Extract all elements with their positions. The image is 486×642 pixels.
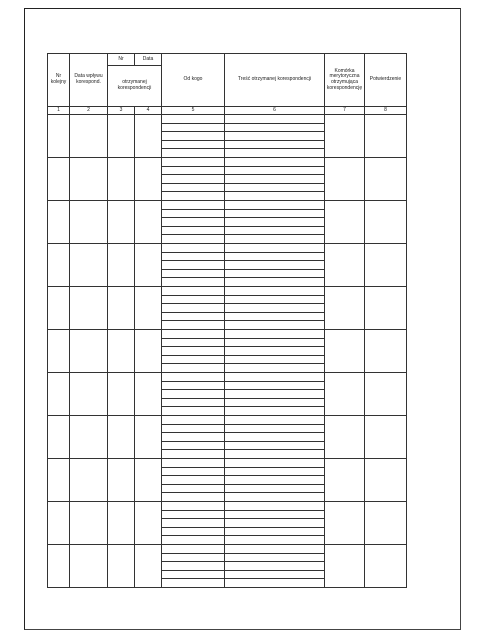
entry-cell[interactable] [48, 158, 70, 201]
ruled-lines [162, 287, 224, 329]
entry-cell[interactable] [108, 115, 135, 158]
entry-cell[interactable] [70, 115, 108, 158]
writing-line [225, 407, 324, 415]
writing-line [162, 502, 224, 511]
writing-line [162, 399, 224, 408]
entry-cell[interactable] [108, 158, 135, 201]
header-otrzymanej: otrzymanej korespondencji [108, 66, 162, 107]
writing-line [225, 184, 324, 193]
writing-line [225, 571, 324, 580]
table-row [48, 502, 407, 545]
writing-line [225, 244, 324, 253]
entry-cell[interactable] [70, 244, 108, 287]
table-row [48, 373, 407, 416]
writing-line [225, 519, 324, 528]
entry-cell[interactable] [135, 201, 162, 244]
entry-cell[interactable] [365, 459, 407, 502]
od-kogo-cell[interactable] [162, 330, 225, 373]
writing-line [225, 450, 324, 458]
writing-line [225, 536, 324, 544]
entry-cell[interactable] [365, 416, 407, 459]
ruled-lines [225, 373, 324, 415]
writing-line [162, 278, 224, 286]
entry-cell[interactable] [325, 201, 365, 244]
ruled-lines [225, 244, 324, 286]
ruled-lines [162, 545, 224, 587]
tresc-cell[interactable] [225, 115, 325, 158]
header-data: Data [135, 54, 162, 66]
entry-cell[interactable] [325, 459, 365, 502]
writing-line [225, 511, 324, 520]
writing-line [162, 579, 224, 587]
entry-cell[interactable] [365, 502, 407, 545]
entry-cell[interactable] [48, 373, 70, 416]
writing-line [162, 347, 224, 356]
writing-line [162, 339, 224, 348]
tresc-cell[interactable] [225, 330, 325, 373]
entry-cell[interactable] [325, 115, 365, 158]
writing-line [162, 201, 224, 210]
writing-line [225, 124, 324, 133]
table-row [48, 416, 407, 459]
column-number: 1 [48, 107, 70, 115]
writing-line [162, 485, 224, 494]
writing-line [225, 304, 324, 313]
od-kogo-cell[interactable] [162, 115, 225, 158]
writing-line [162, 493, 224, 501]
od-kogo-cell[interactable] [162, 201, 225, 244]
column-number: 3 [108, 107, 135, 115]
entry-cell[interactable] [108, 373, 135, 416]
entry-cell[interactable] [48, 416, 70, 459]
writing-line [162, 261, 224, 270]
writing-line [162, 528, 224, 537]
writing-line [225, 132, 324, 141]
header-nr: Nr [108, 54, 135, 66]
entry-cell[interactable] [70, 502, 108, 545]
writing-line [225, 356, 324, 365]
writing-line [162, 321, 224, 329]
tresc-cell[interactable] [225, 502, 325, 545]
ruled-lines [162, 244, 224, 286]
writing-line [162, 425, 224, 434]
writing-line [225, 364, 324, 372]
writing-line [225, 579, 324, 587]
writing-line [225, 115, 324, 124]
writing-line [162, 554, 224, 563]
writing-line [225, 433, 324, 442]
entry-cell[interactable] [108, 416, 135, 459]
header-nr-kolejny: Nr kolejny [48, 54, 70, 107]
writing-line [162, 296, 224, 305]
writing-line [225, 416, 324, 425]
entry-cell[interactable] [70, 459, 108, 502]
writing-line [225, 373, 324, 382]
table-row [48, 330, 407, 373]
table-row [48, 201, 407, 244]
writing-line [225, 502, 324, 511]
entry-cell[interactable] [325, 158, 365, 201]
tresc-cell[interactable] [225, 416, 325, 459]
entry-cell[interactable] [325, 373, 365, 416]
writing-line [162, 364, 224, 372]
ruled-lines [225, 201, 324, 243]
tresc-cell[interactable] [225, 459, 325, 502]
writing-line [225, 192, 324, 200]
writing-line [225, 459, 324, 468]
ruled-lines [162, 158, 224, 200]
writing-line [162, 270, 224, 279]
writing-line [162, 468, 224, 477]
writing-line [162, 511, 224, 520]
writing-line [162, 132, 224, 141]
writing-line [225, 476, 324, 485]
correspondence-register-table [47, 53, 407, 588]
ruled-lines [162, 373, 224, 415]
column-number: 8 [365, 107, 407, 115]
od-kogo-cell[interactable] [162, 373, 225, 416]
tresc-cell[interactable] [225, 201, 325, 244]
writing-line [225, 321, 324, 329]
table-row [48, 287, 407, 330]
entry-cell[interactable] [325, 244, 365, 287]
writing-line [162, 227, 224, 236]
entry-cell[interactable] [365, 545, 407, 588]
ledger-body [48, 115, 407, 588]
od-kogo-cell[interactable] [162, 459, 225, 502]
writing-line [162, 124, 224, 133]
od-kogo-cell[interactable] [162, 502, 225, 545]
writing-line [225, 167, 324, 176]
writing-line [162, 562, 224, 571]
writing-line [225, 287, 324, 296]
entry-cell[interactable] [325, 502, 365, 545]
ruled-lines [225, 459, 324, 501]
od-kogo-cell[interactable] [162, 545, 225, 588]
writing-line [162, 158, 224, 167]
entry-cell[interactable] [325, 416, 365, 459]
entry-cell[interactable] [365, 330, 407, 373]
writing-line [225, 141, 324, 150]
writing-line [225, 330, 324, 339]
writing-line [162, 149, 224, 157]
od-kogo-cell[interactable] [162, 244, 225, 287]
writing-line [162, 218, 224, 227]
writing-line [162, 210, 224, 219]
tresc-cell[interactable] [225, 545, 325, 588]
writing-line [162, 115, 224, 124]
writing-line [162, 175, 224, 184]
writing-line [162, 536, 224, 544]
writing-line [162, 416, 224, 425]
entry-cell[interactable] [365, 115, 407, 158]
writing-line [162, 313, 224, 322]
entry-cell[interactable] [365, 373, 407, 416]
writing-line [225, 296, 324, 305]
entry-cell[interactable] [135, 459, 162, 502]
writing-line [225, 382, 324, 391]
writing-line [162, 442, 224, 451]
entry-cell[interactable] [135, 115, 162, 158]
tresc-cell[interactable] [225, 287, 325, 330]
entry-cell[interactable] [135, 545, 162, 588]
writing-line [162, 192, 224, 200]
writing-line [162, 330, 224, 339]
entry-cell[interactable] [70, 373, 108, 416]
writing-line [225, 175, 324, 184]
entry-cell[interactable] [365, 158, 407, 201]
entry-cell[interactable] [48, 244, 70, 287]
ruled-lines [225, 158, 324, 200]
writing-line [162, 184, 224, 193]
entry-cell[interactable] [135, 330, 162, 373]
entry-cell[interactable] [135, 373, 162, 416]
ruled-lines [162, 201, 224, 243]
table-row [48, 158, 407, 201]
writing-line [225, 554, 324, 563]
writing-line [162, 235, 224, 243]
writing-line [225, 485, 324, 494]
entry-cell[interactable] [108, 459, 135, 502]
entry-cell[interactable] [325, 287, 365, 330]
table-row [48, 459, 407, 502]
entry-cell[interactable] [108, 330, 135, 373]
header-data-wplywu: Data wpływu korespond. [70, 54, 108, 107]
entry-cell[interactable] [70, 416, 108, 459]
writing-line [225, 218, 324, 227]
tresc-cell[interactable] [225, 373, 325, 416]
column-number: 2 [70, 107, 108, 115]
table-row [48, 244, 407, 287]
entry-cell[interactable] [70, 201, 108, 244]
writing-line [225, 347, 324, 356]
ruled-lines [225, 287, 324, 329]
od-kogo-cell[interactable] [162, 416, 225, 459]
writing-line [225, 399, 324, 408]
ruled-lines [162, 115, 224, 157]
writing-line [162, 390, 224, 399]
writing-line [225, 390, 324, 399]
writing-line [162, 373, 224, 382]
writing-line [162, 433, 224, 442]
od-kogo-cell[interactable] [162, 158, 225, 201]
entry-cell[interactable] [48, 330, 70, 373]
ruled-lines [225, 115, 324, 157]
writing-line [225, 210, 324, 219]
entry-cell[interactable] [135, 158, 162, 201]
entry-cell[interactable] [108, 287, 135, 330]
entry-cell[interactable] [70, 545, 108, 588]
entry-cell[interactable] [70, 158, 108, 201]
writing-line [225, 425, 324, 434]
entry-cell[interactable] [325, 545, 365, 588]
writing-line [225, 201, 324, 210]
entry-cell[interactable] [135, 244, 162, 287]
writing-line [162, 407, 224, 415]
ruled-lines [162, 502, 224, 544]
header-od-kogo: Od kogo [162, 54, 225, 107]
writing-line [225, 270, 324, 279]
writing-line [162, 244, 224, 253]
column-number: 6 [225, 107, 325, 115]
writing-line [225, 261, 324, 270]
writing-line [162, 141, 224, 150]
entry-cell[interactable] [70, 287, 108, 330]
header-tresc: Treść otrzymanej korespondencji [225, 54, 325, 107]
writing-line [162, 450, 224, 458]
writing-line [162, 253, 224, 262]
entry-cell[interactable] [365, 201, 407, 244]
ruled-lines [162, 416, 224, 458]
writing-line [162, 519, 224, 528]
writing-line [225, 493, 324, 501]
writing-line [162, 476, 224, 485]
writing-line [225, 545, 324, 554]
writing-line [225, 235, 324, 243]
tresc-cell[interactable] [225, 158, 325, 201]
ruled-lines [225, 416, 324, 458]
column-number: 5 [162, 107, 225, 115]
column-number: 7 [325, 107, 365, 115]
entry-cell[interactable] [108, 201, 135, 244]
writing-line [162, 545, 224, 554]
header-komorka: Komórka merytoryczna otrzymująca korespondencję [325, 54, 365, 107]
writing-line [162, 571, 224, 580]
writing-line [225, 339, 324, 348]
ruled-lines [225, 330, 324, 372]
table-row [48, 545, 407, 588]
writing-line [225, 278, 324, 286]
writing-line [162, 167, 224, 176]
tresc-cell[interactable] [225, 244, 325, 287]
entry-cell[interactable] [135, 287, 162, 330]
ruled-lines [225, 545, 324, 587]
entry-cell[interactable] [135, 502, 162, 545]
writing-line [162, 382, 224, 391]
entry-cell[interactable] [365, 244, 407, 287]
entry-cell[interactable] [135, 416, 162, 459]
entry-cell[interactable] [325, 330, 365, 373]
writing-line [225, 562, 324, 571]
writing-line [162, 304, 224, 313]
entry-cell[interactable] [365, 287, 407, 330]
entry-cell[interactable] [108, 545, 135, 588]
writing-line [225, 528, 324, 537]
column-number: 4 [135, 107, 162, 115]
writing-line [162, 459, 224, 468]
od-kogo-cell[interactable] [162, 287, 225, 330]
writing-line [225, 227, 324, 236]
table-row [48, 115, 407, 158]
writing-line [225, 158, 324, 167]
header-potwierdzenie: Potwierdzenie [365, 54, 407, 107]
writing-line [225, 468, 324, 477]
entry-cell[interactable] [48, 459, 70, 502]
entry-cell[interactable] [108, 502, 135, 545]
entry-cell[interactable] [108, 244, 135, 287]
entry-cell[interactable] [48, 287, 70, 330]
entry-cell[interactable] [48, 545, 70, 588]
writing-line [225, 149, 324, 157]
writing-line [225, 253, 324, 262]
entry-cell[interactable] [48, 502, 70, 545]
writing-line [225, 442, 324, 451]
ruled-lines [162, 330, 224, 372]
entry-cell[interactable] [70, 330, 108, 373]
writing-line [162, 287, 224, 296]
writing-line [162, 356, 224, 365]
writing-line [225, 313, 324, 322]
ruled-lines [162, 459, 224, 501]
column-number-row [48, 107, 407, 115]
entry-cell[interactable] [48, 115, 70, 158]
entry-cell[interactable] [48, 201, 70, 244]
ruled-lines [225, 502, 324, 544]
